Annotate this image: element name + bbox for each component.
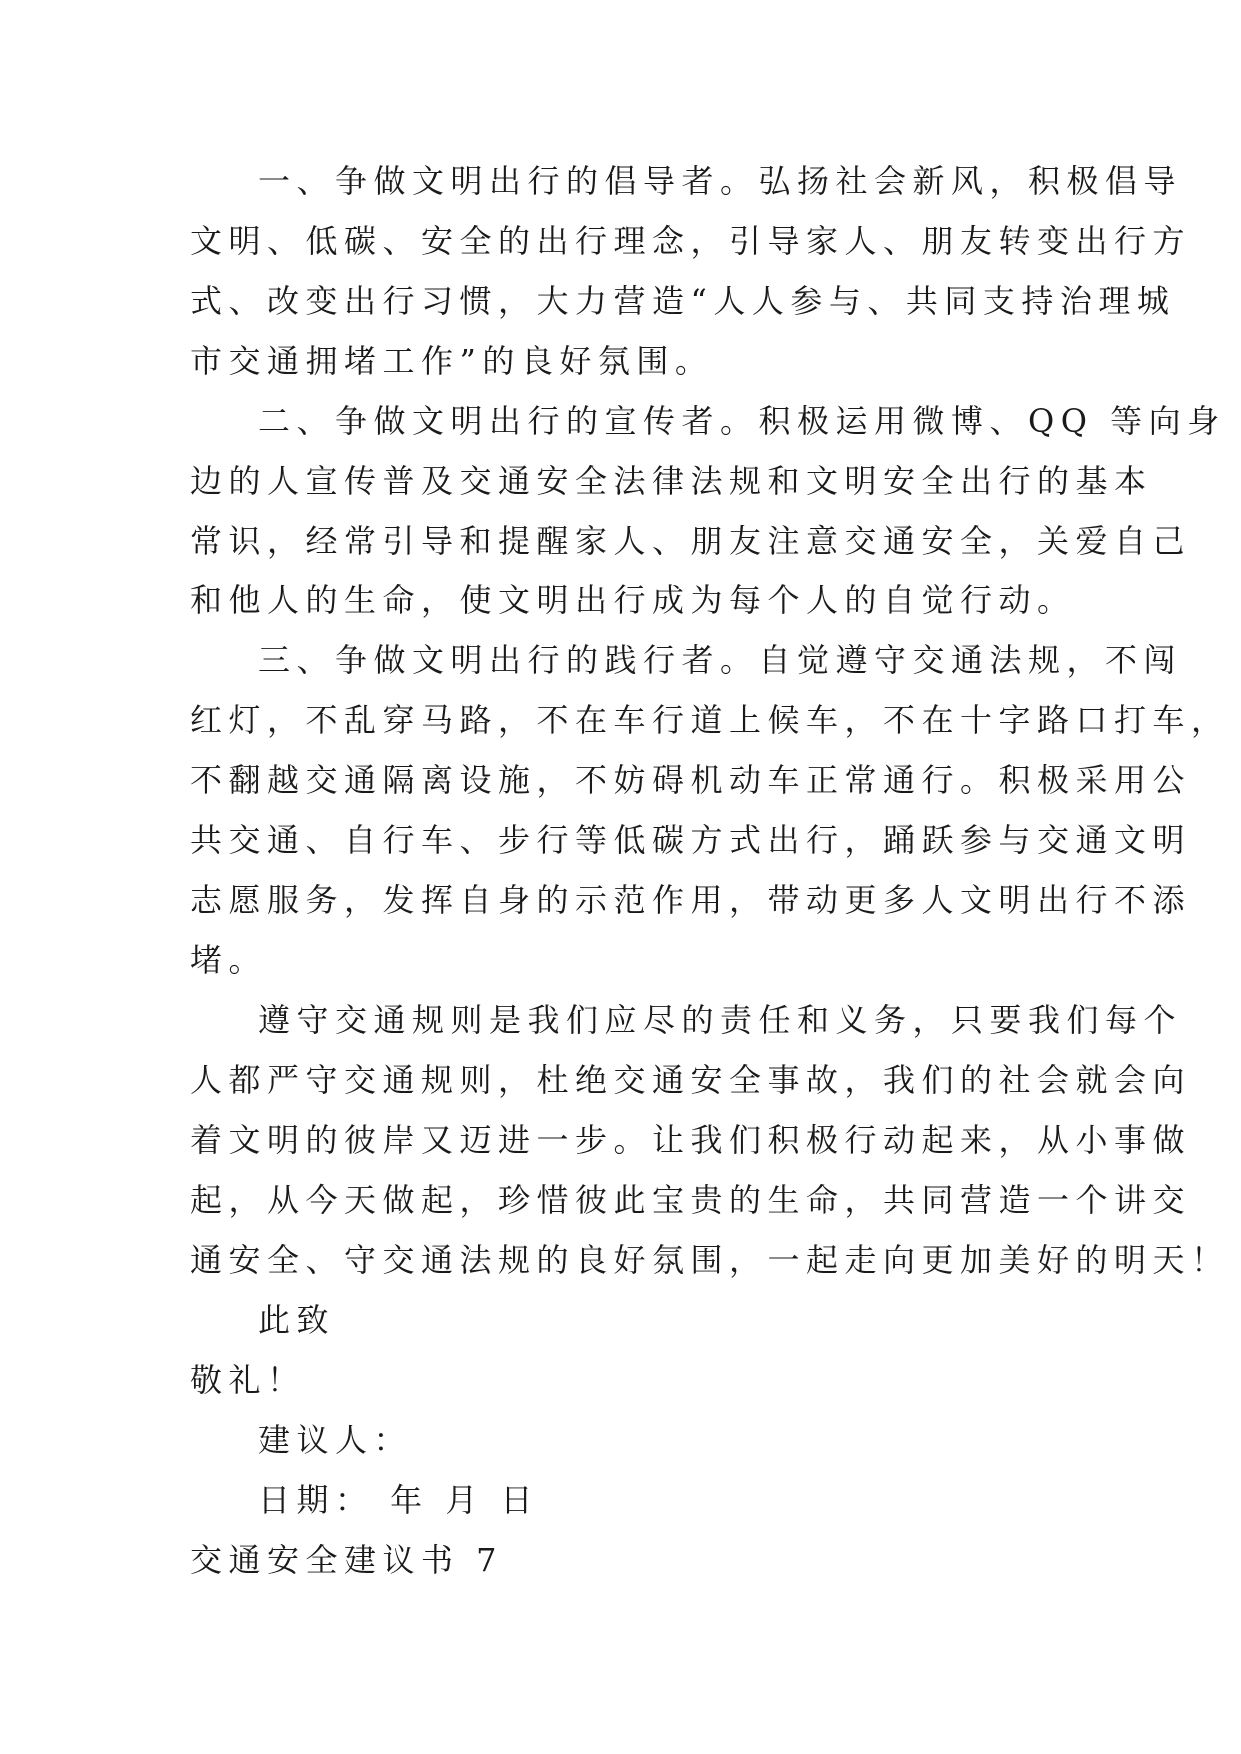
paragraph-1-line-3: 式、改变出行习惯，大力营造“人人参与、共同支持治理城 — [190, 282, 1176, 320]
paragraph-3-line-1: 三、争做文明出行的践行者。自觉遵守交通法规，不闯 — [258, 641, 1183, 679]
paragraph-2-line-4: 和他人的生命，使文明出行成为每个人的自觉行动。 — [190, 581, 1076, 619]
paragraph-1-line-2: 文明、低碳、安全的出行理念，引导家人、朋友转变出行方 — [190, 222, 1192, 260]
paragraph-2-line-2: 边的人宣传普及交通安全法律法规和文明安全出行的基本 — [190, 462, 1153, 500]
paragraph-2-line-1: 二、争做文明出行的宣传者。积极运用微博、QQ 等向身 — [258, 402, 1226, 440]
date-label: 日期： 年 月 日 — [258, 1481, 540, 1519]
closing-regards: 敬礼！ — [190, 1361, 306, 1399]
paragraph-4-line-5: 通安全、守交通法规的良好氛围，一起走向更加美好的明天！ — [190, 1241, 1230, 1279]
paragraph-1-line-4: 市交通拥堵工作”的良好氛围。 — [190, 342, 714, 380]
paragraph-3-line-4: 共交通、自行车、步行等低碳方式出行，踊跃参与交通文明 — [190, 821, 1192, 859]
paragraph-3-line-6: 堵。 — [190, 941, 268, 979]
paragraph-4-line-4: 起，从今天做起，珍惜彼此宝贵的生命，共同营造一个讲交 — [190, 1181, 1192, 1219]
paragraph-1-line-1: 一、争做文明出行的倡导者。弘扬社会新风，积极倡导 — [258, 162, 1183, 200]
paragraph-4-line-3: 着文明的彼岸又迈进一步。让我们积极行动起来，从小事做 — [190, 1121, 1192, 1159]
next-section-title: 交通安全建议书 7 — [190, 1541, 504, 1579]
paragraph-3-line-3: 不翻越交通隔离设施，不妨碍机动车正常通行。积极采用公 — [190, 761, 1192, 799]
paragraph-3-line-2: 红灯，不乱穿马路，不在车行道上候车，不在十字路口打车， — [190, 701, 1230, 739]
paragraph-4-line-2: 人都严守交通规则，杜绝交通安全事故，我们的社会就会向 — [190, 1061, 1192, 1099]
paragraph-2-line-3: 常识，经常引导和提醒家人、朋友注意交通安全，关爱自己 — [190, 522, 1192, 560]
paragraph-4-line-1: 遵守交通规则是我们应尽的责任和义务，只要我们每个 — [258, 1001, 1183, 1039]
signatory-label: 建议人： — [258, 1421, 413, 1459]
closing-salutation: 此致 — [258, 1301, 336, 1339]
paragraph-3-line-5: 志愿服务，发挥自身的示范作用，带动更多人文明出行不添 — [190, 881, 1192, 919]
